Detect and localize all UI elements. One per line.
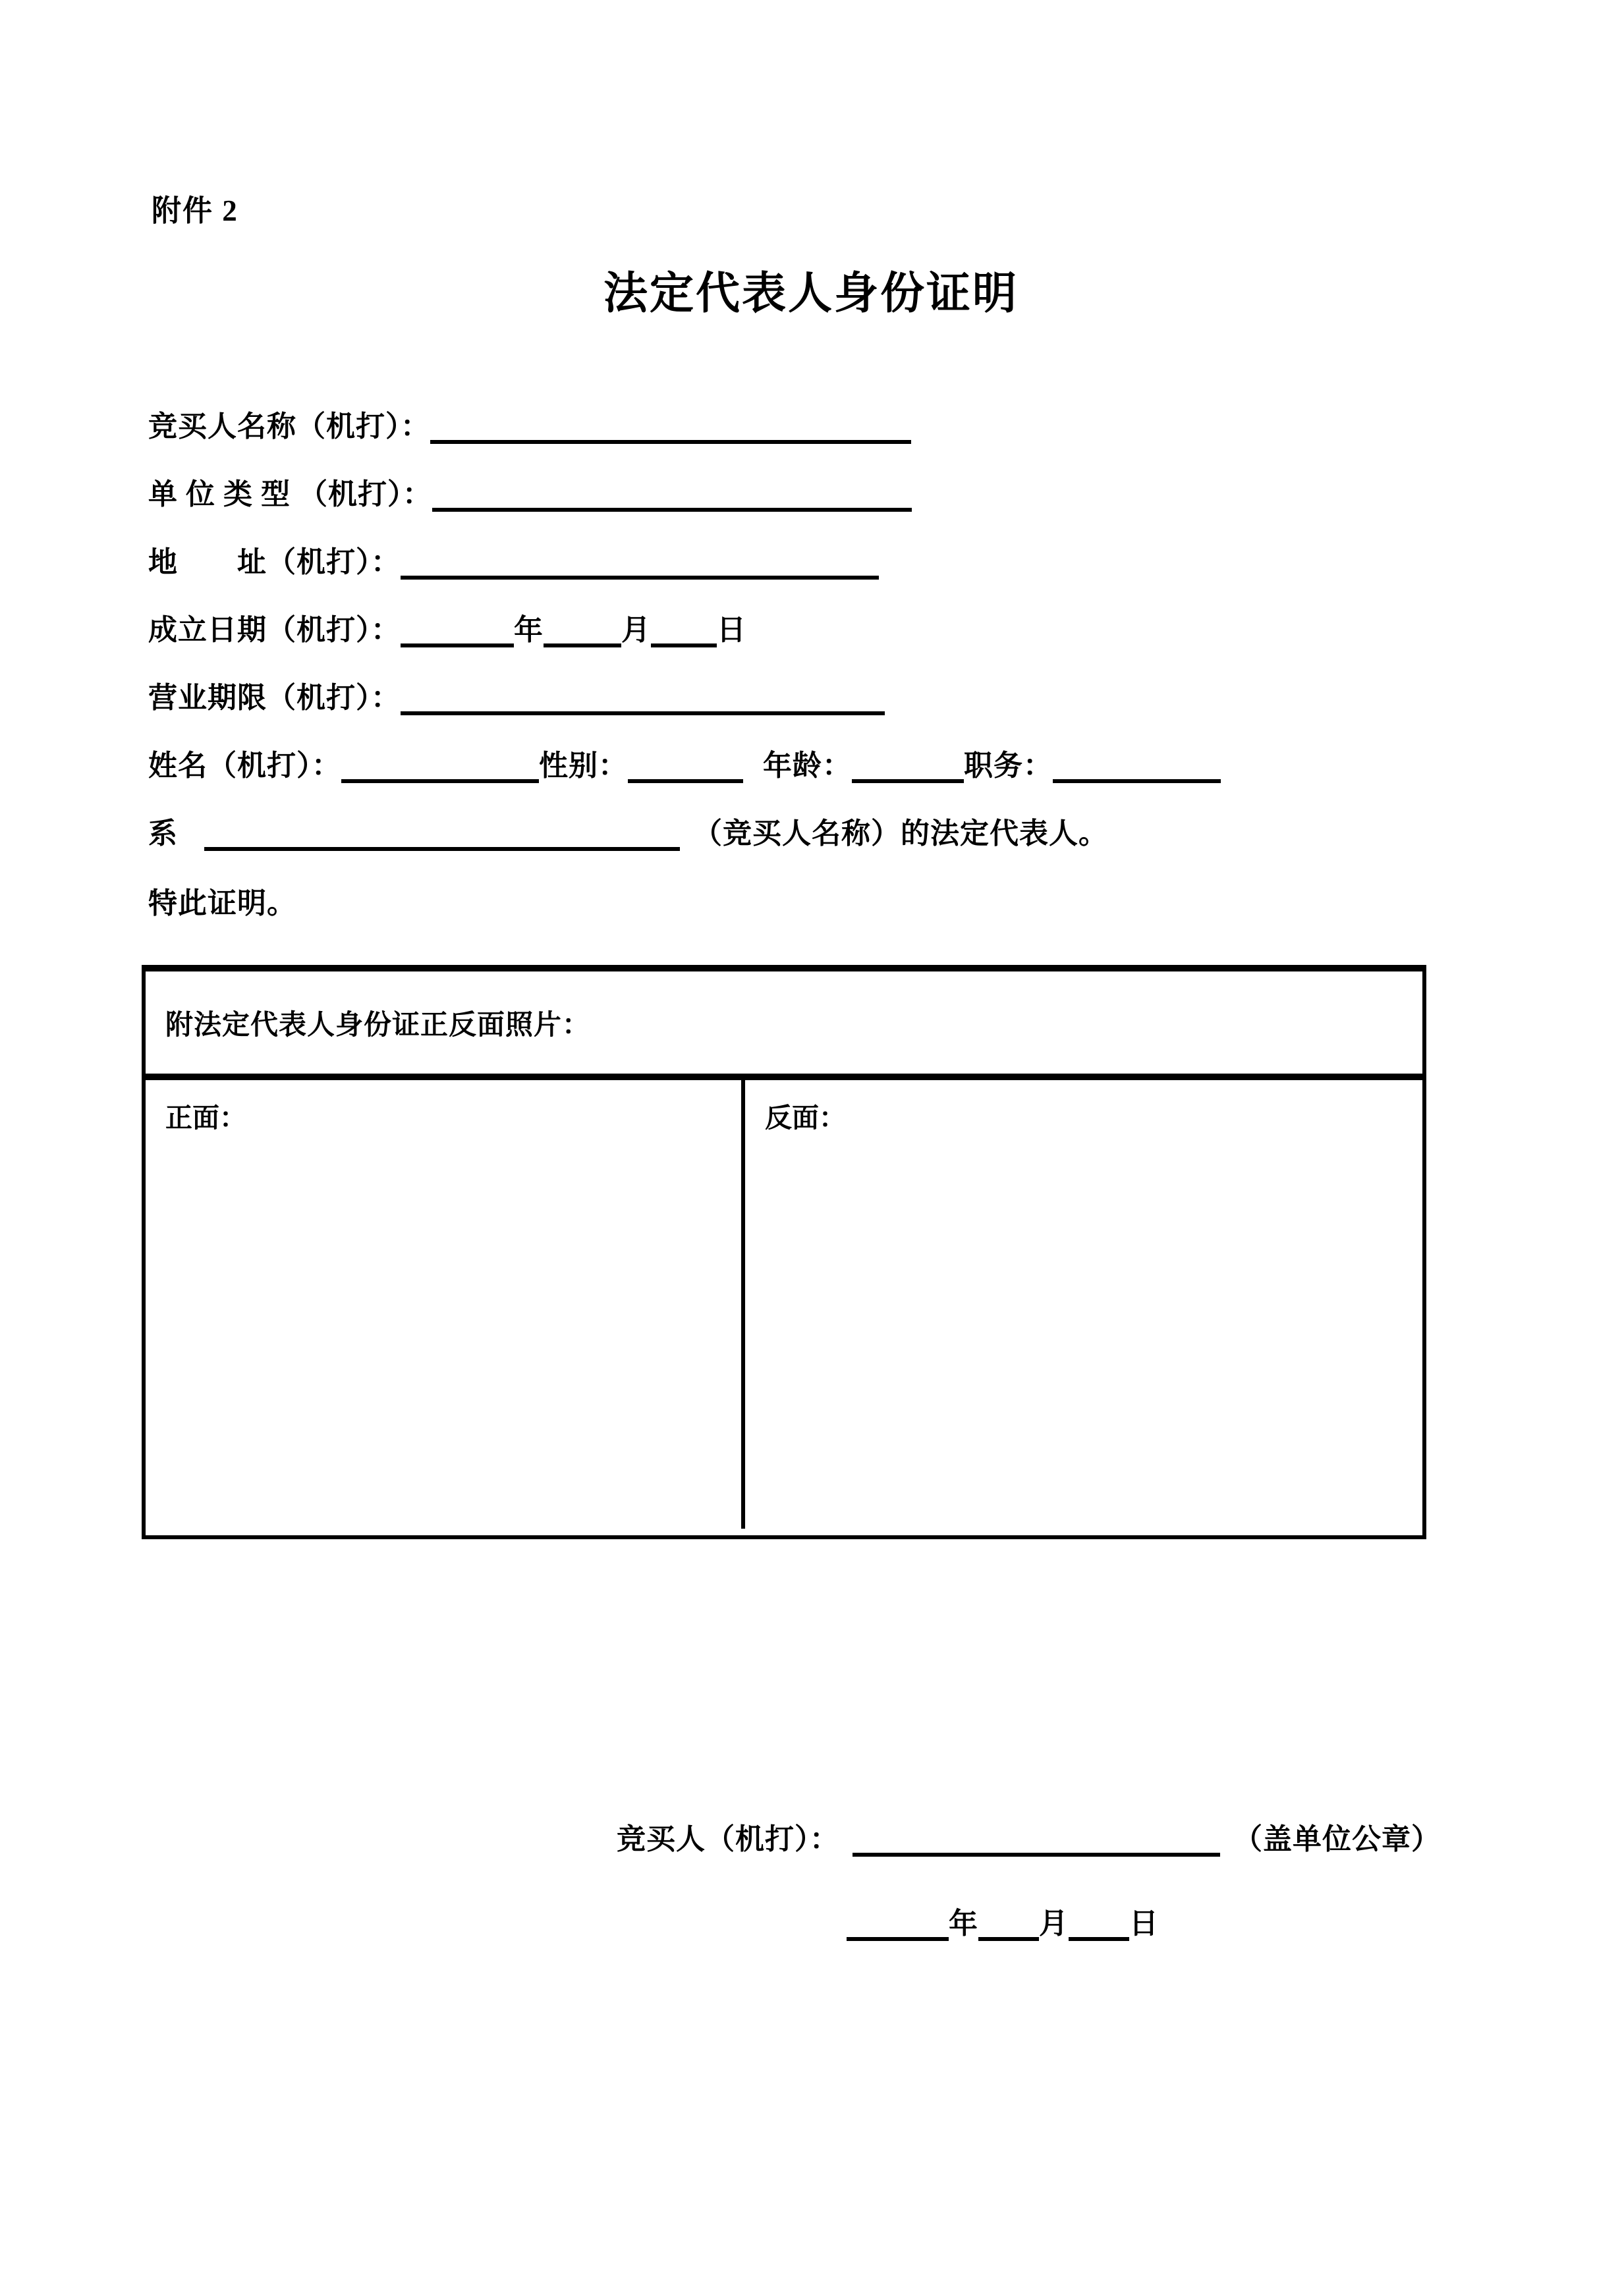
- field-row-establish-date: [148, 612, 746, 649]
- footer-seal-note: （盖单位公章）: [1233, 1823, 1441, 1855]
- footer-month-blank-line: [978, 1908, 1039, 1941]
- attachment-label: 附件 2: [152, 194, 238, 227]
- age-label: 年龄：: [763, 750, 852, 782]
- gender-blank-line: [628, 750, 743, 783]
- footer-year-blank-line: [847, 1908, 949, 1941]
- person-name-label: 姓名（机打）：: [148, 750, 341, 782]
- establish-year-blank-line: [401, 615, 514, 647]
- address-blank-line: [401, 547, 879, 580]
- footer-month-label: 月: [1039, 1907, 1069, 1940]
- footer-day-label: 日: [1129, 1907, 1159, 1940]
- position-label: 职务：: [964, 750, 1053, 782]
- day-label: 日: [717, 614, 746, 646]
- relation-blank-line: [204, 818, 680, 851]
- establish-month-blank-line: [544, 615, 621, 647]
- field-row-person: [148, 748, 1221, 784]
- business-term-blank-line: [401, 682, 885, 715]
- unit-type-label: 单 位 类 型 （机打）：: [148, 478, 432, 510]
- unit-type-blank-line: [432, 479, 912, 512]
- photo-box-cells: [146, 1080, 1422, 1529]
- certify-label: 特此证明。: [148, 887, 296, 919]
- buyer-name-label: 竞买人名称（机打）：: [148, 410, 430, 443]
- position-blank-line: [1053, 750, 1221, 783]
- age-blank-line: [852, 750, 964, 783]
- id-photo-box: [142, 965, 1426, 1539]
- photo-box-header: [146, 971, 1422, 1080]
- person-name-blank-line: [341, 750, 539, 783]
- footer-buyer-blank-line: [853, 1824, 1220, 1857]
- establish-date-label: 成立日期（机打）：: [148, 614, 401, 646]
- establish-day-blank-line: [651, 615, 717, 647]
- footer-day-blank-line: [1069, 1908, 1129, 1941]
- footer-buyer-row: [617, 1821, 1441, 1858]
- field-row-relation: [148, 815, 1108, 852]
- relation-prefix-label: 系: [148, 817, 178, 850]
- certify-statement: [148, 885, 296, 922]
- address-label: 地 址（机打）：: [148, 546, 401, 578]
- buyer-name-blank-line: [430, 411, 911, 444]
- id-back-label: 反面：: [765, 1103, 846, 1133]
- year-label: 年: [514, 614, 544, 646]
- field-row-address: [148, 544, 879, 581]
- id-back-cell: [745, 1080, 1422, 1529]
- field-row-buyer-name: [148, 408, 911, 445]
- page-title: 法定代表人身份证明: [603, 269, 1019, 318]
- footer-buyer-label: 竞买人（机打）：: [617, 1823, 839, 1855]
- gender-label: 性别：: [539, 750, 628, 782]
- field-row-business-term: [148, 680, 885, 717]
- id-front-cell: [146, 1080, 745, 1529]
- footer-date-row: [847, 1905, 1159, 1942]
- field-row-unit-type: [148, 476, 912, 513]
- footer-year-label: 年: [949, 1907, 978, 1940]
- id-front-label: 正面：: [165, 1103, 246, 1133]
- business-term-label: 营业期限（机打）：: [148, 682, 401, 714]
- relation-suffix-label: （竞买人名称）的法定代表人。: [693, 817, 1108, 850]
- photo-box-header-label: 附法定代表人身份证正反面照片：: [165, 1010, 591, 1041]
- month-label: 月: [621, 614, 651, 646]
